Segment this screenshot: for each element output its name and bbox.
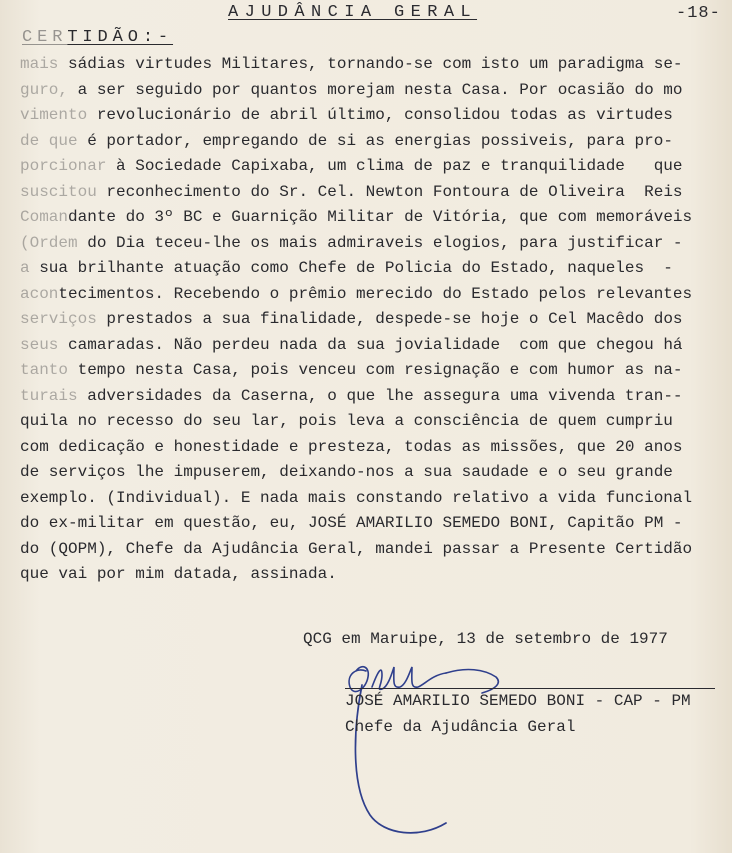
- body-line: (Ordem do Dia teceu-lhe os mais admiraveis elogios, para justificar -: [20, 233, 683, 252]
- body-line: serviços prestados a sua finalidade, despede-se hoje o Cel Macêdo dos: [20, 310, 683, 328]
- section-label-faded: CER: [22, 28, 68, 47]
- body-line: guro, a ser seguido por quantos morejam nesta Casa. Por ocasião do mo: [20, 80, 683, 99]
- body-line: porcionar à Sociedade Capixaba, um clima de paz e tranquilidade que: [20, 157, 683, 175]
- body-line: a sua brilhante atuação como Chefe de Policia do Estado, naqueles -: [20, 259, 673, 277]
- body-line: exemplo. (Individual). E nada mais constando relativo a vida funcional: [20, 488, 693, 507]
- signature-line: [345, 688, 715, 689]
- signer-role: Chefe da Ajudância Geral: [345, 718, 576, 736]
- body-line: quila no recesso do seu lar, pois leva a consciência de quem cumpriu: [20, 412, 673, 430]
- certificate-body: [20, 52, 722, 588]
- place-and-date: QCG em Maruipe, 13 de setembro de 1977: [303, 630, 668, 648]
- page-number: -18-: [676, 4, 721, 23]
- body-line: do ex-militar em questão, eu, JOSÉ AMARILIO SEMEDO BONI, Capitão PM -: [20, 514, 683, 532]
- handwritten-signature: [270, 645, 570, 845]
- body-line: Comandante do 3º BC e Guarnição Militar de Vitória, que com memoráveis: [20, 208, 693, 226]
- body-line: com dedicação e honestidade e presteza, todas as missões, que 20 anos: [20, 437, 683, 456]
- body-line: vimento revolucionário de abril último, consolidou todas as virtudes: [20, 106, 673, 124]
- signer-name: JOSÉ AMARILIO SEMEDO BONI - CAP - PM: [345, 692, 691, 710]
- body-line: de que é portador, empregando de si as energias possiveis, para pro-: [20, 131, 673, 150]
- section-label-text: TIDÃO:-: [67, 28, 174, 47]
- body-line: tanto tempo nesta Casa, pois venceu com resignação e com humor as na-: [20, 361, 683, 379]
- body-line: suscitou reconhecimento do Sr. Cel. Newton Fontoura de Oliveira Reis: [20, 182, 683, 201]
- body-line: do (QOPM), Chefe da Ajudância Geral, mandei passar a Presente Certidão: [20, 539, 693, 558]
- page-header-title: AJUDÂNCIA GERAL: [228, 3, 478, 22]
- body-line: seus camaradas. Não perdeu nada da sua jovialidade com que chegou há: [20, 335, 683, 354]
- body-line: turais adversidades da Caserna, o que lhe assegura uma vivenda tran--: [20, 386, 683, 405]
- body-line: acontecimentos. Recebendo o prêmio merecido do Estado pelos relevantes: [20, 284, 693, 303]
- body-line: mais sádias virtudes Militares, tornando-se com isto um paradigma se-: [20, 55, 683, 73]
- section-label: [22, 28, 173, 47]
- body-line: de serviços lhe impuserem, deixando-nos a sua saudade e o seu grande: [20, 463, 673, 481]
- body-line: que vai por mim datada, assinada.: [20, 565, 337, 583]
